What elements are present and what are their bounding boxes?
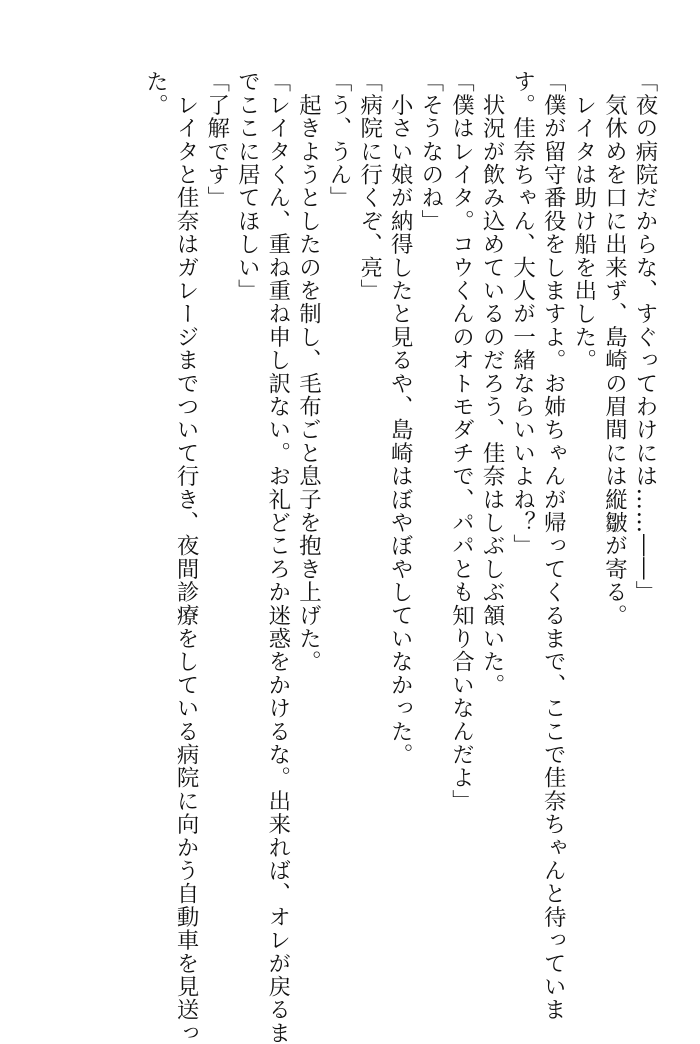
text-line: 「レイタくん、重ね重ね申し訳ない。お礼どころか迷惑をかけるな。出来れば、オレが戻るま [264,70,291,1044]
text-line: す。佳奈ちゃん、大人が一緒ならいいよね？」 [509,70,536,558]
text-line: 「僕はレイタ。コウくんのオトモダチで、パパとも知り合いなんだよ」 [448,70,475,813]
text-line: た。 [142,70,169,117]
text-line: 起きようとしたのを制し、毛布ごと息子を抱き上げた。 [295,70,322,674]
text-line: レイタは助け船を出した。 [570,70,597,372]
text-line: 「そうなのね」 [417,70,444,233]
text-line: 「了解です」 [203,70,230,210]
text-line: 気休めを口に出来ず、島崎の眉間には縦皺が寄る。 [601,70,628,627]
text-line: 「病院に行くぞ、亮」 [356,70,383,302]
text-line: 「う、うん」 [326,70,353,210]
text-line: 「夜の病院だからな、すぐってわけには……――」 [632,70,658,604]
text-line: レイタと佳奈はガレージまでついて行き、夜間診療をしている病院に向かう自動車を見送っ [173,70,200,1044]
text-line: 小さい娘が納得したと見るや、島崎はぼやぼやしていなかった。 [387,70,414,766]
text-line: 状況が飲み込めているのだろう、佳奈はしぶしぶ頷いた。 [479,70,506,697]
text-line: 「僕が留守番役をしますよ。お姉ちゃんが帰ってくるまで、ここで佳奈ちゃんと待っていま [540,70,567,1022]
vertical-text-body [140,70,660,1044]
text-line: でここに居てほしい」 [234,70,261,302]
